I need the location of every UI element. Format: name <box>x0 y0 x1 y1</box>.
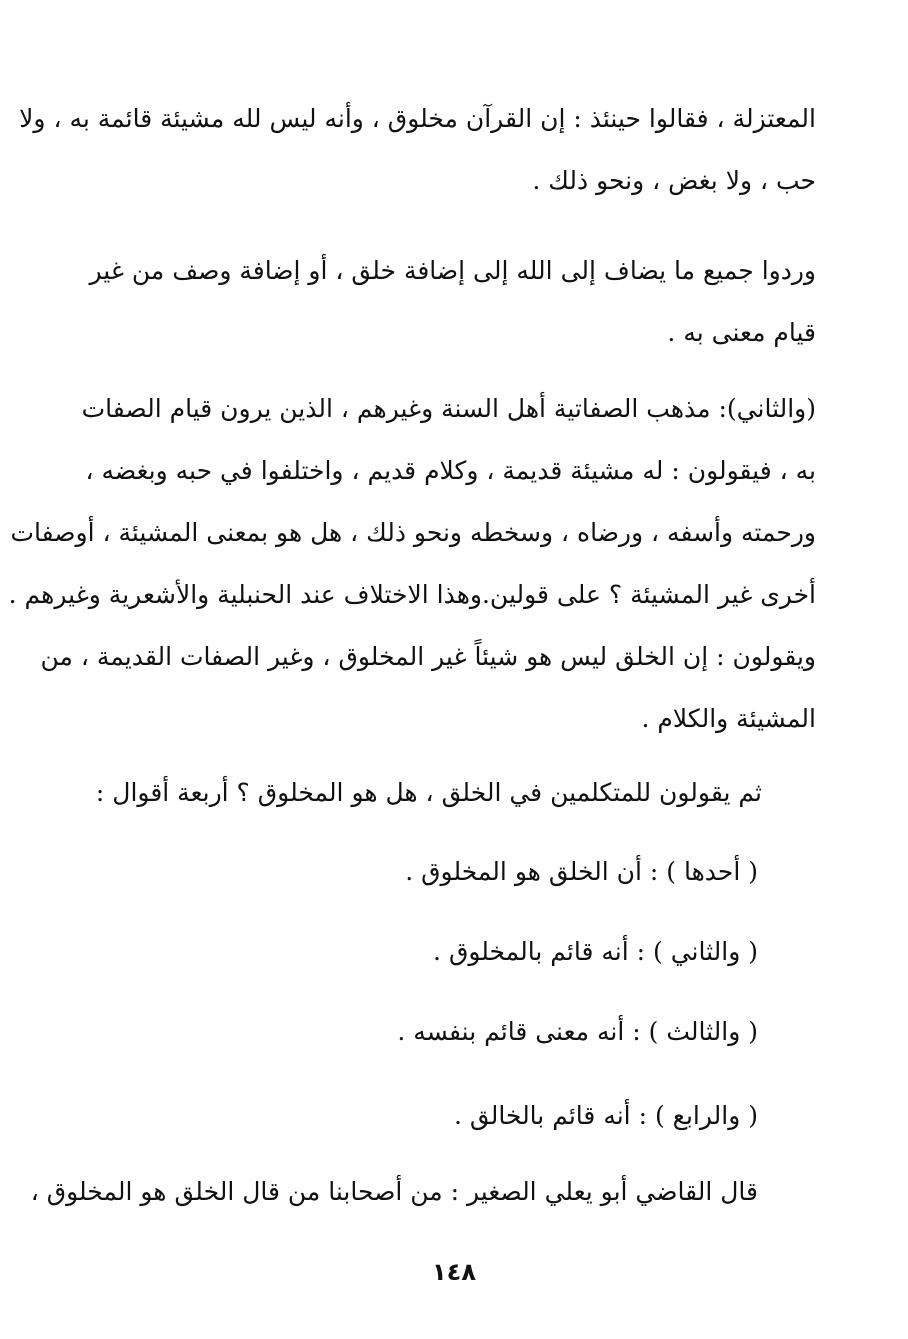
paragraph-idafa <box>89 240 816 364</box>
list-item-text: : أنه قائم بالمخلوق . <box>433 937 646 966</box>
text-line: المعتزلة ، فقالوا حينئذ : إن القرآن مخلوق ، وأنه ليس لله مشيئة قائمة به ، ولا <box>19 104 816 133</box>
list-item <box>405 852 758 892</box>
text-line: قيام معنى به . <box>667 318 816 347</box>
text-line: ثم يقولون للمتكلمين في الخلق ، هل هو المخلوق ؟ أربعة أقوال : <box>95 778 762 807</box>
text-line: وردوا جميع ما يضاف إلى الله إلى إضافة خلق ، أو إضافة وصف من غير <box>89 256 816 285</box>
paragraph-four-opinions-intro <box>92 762 816 824</box>
list-item-label: ( والرابع ) <box>654 1101 758 1130</box>
list-item <box>397 1012 758 1052</box>
text-line: به ، فيقولون : له مشيئة قديمة ، وكلام قديم ، واختلفوا في حبه وبغضه ، <box>85 456 816 485</box>
text-line: ورحمته وأسفه ، ورضاه ، وسخطه ونحو ذلك ، هل هو بمعنى المشيئة ، أوصفات <box>10 518 816 547</box>
list-item <box>454 1096 758 1136</box>
list-item-label: ( والثاني ) <box>653 937 758 966</box>
list-item-text: : أنه قائم بالخالق . <box>453 1101 647 1130</box>
text-line: المشيئة والكلام . <box>641 704 816 733</box>
text-line: ويقولون : إن الخلق ليس هو شيئاً غير المخلوق ، وغير الصفات القديمة ، من <box>40 642 816 671</box>
closing-line: قال القاضي أبو يعلي الصغير : من أصحابنا من قال الخلق هو المخلوق ، <box>30 1177 758 1206</box>
list-item-text: : أنه معنى قائم بنفسه . <box>397 1017 641 1046</box>
page-number: ١٤٨ <box>432 1258 476 1286</box>
text-line: أخرى غير المشيئة ؟ على قولين.وهذا الاختلاف عند الحنبلية والأشعرية وغيرهم . <box>8 580 816 609</box>
paragraph-mutazila <box>19 88 816 212</box>
text-line: (والثاني): مذهب الصفاتية أهل السنة وغيرهم ، الذين يرون قيام الصفات <box>81 394 816 423</box>
list-item-text: : أن الخلق هو المخلوق . <box>405 857 659 886</box>
paragraph-sifatiyya <box>8 378 816 750</box>
list-item-label: ( أحدها ) <box>666 857 758 886</box>
text-line: حب ، ولا بغض ، ونحو ذلك . <box>532 166 816 195</box>
list-item-label: ( والثالث ) <box>648 1017 758 1046</box>
list-item <box>433 932 758 972</box>
